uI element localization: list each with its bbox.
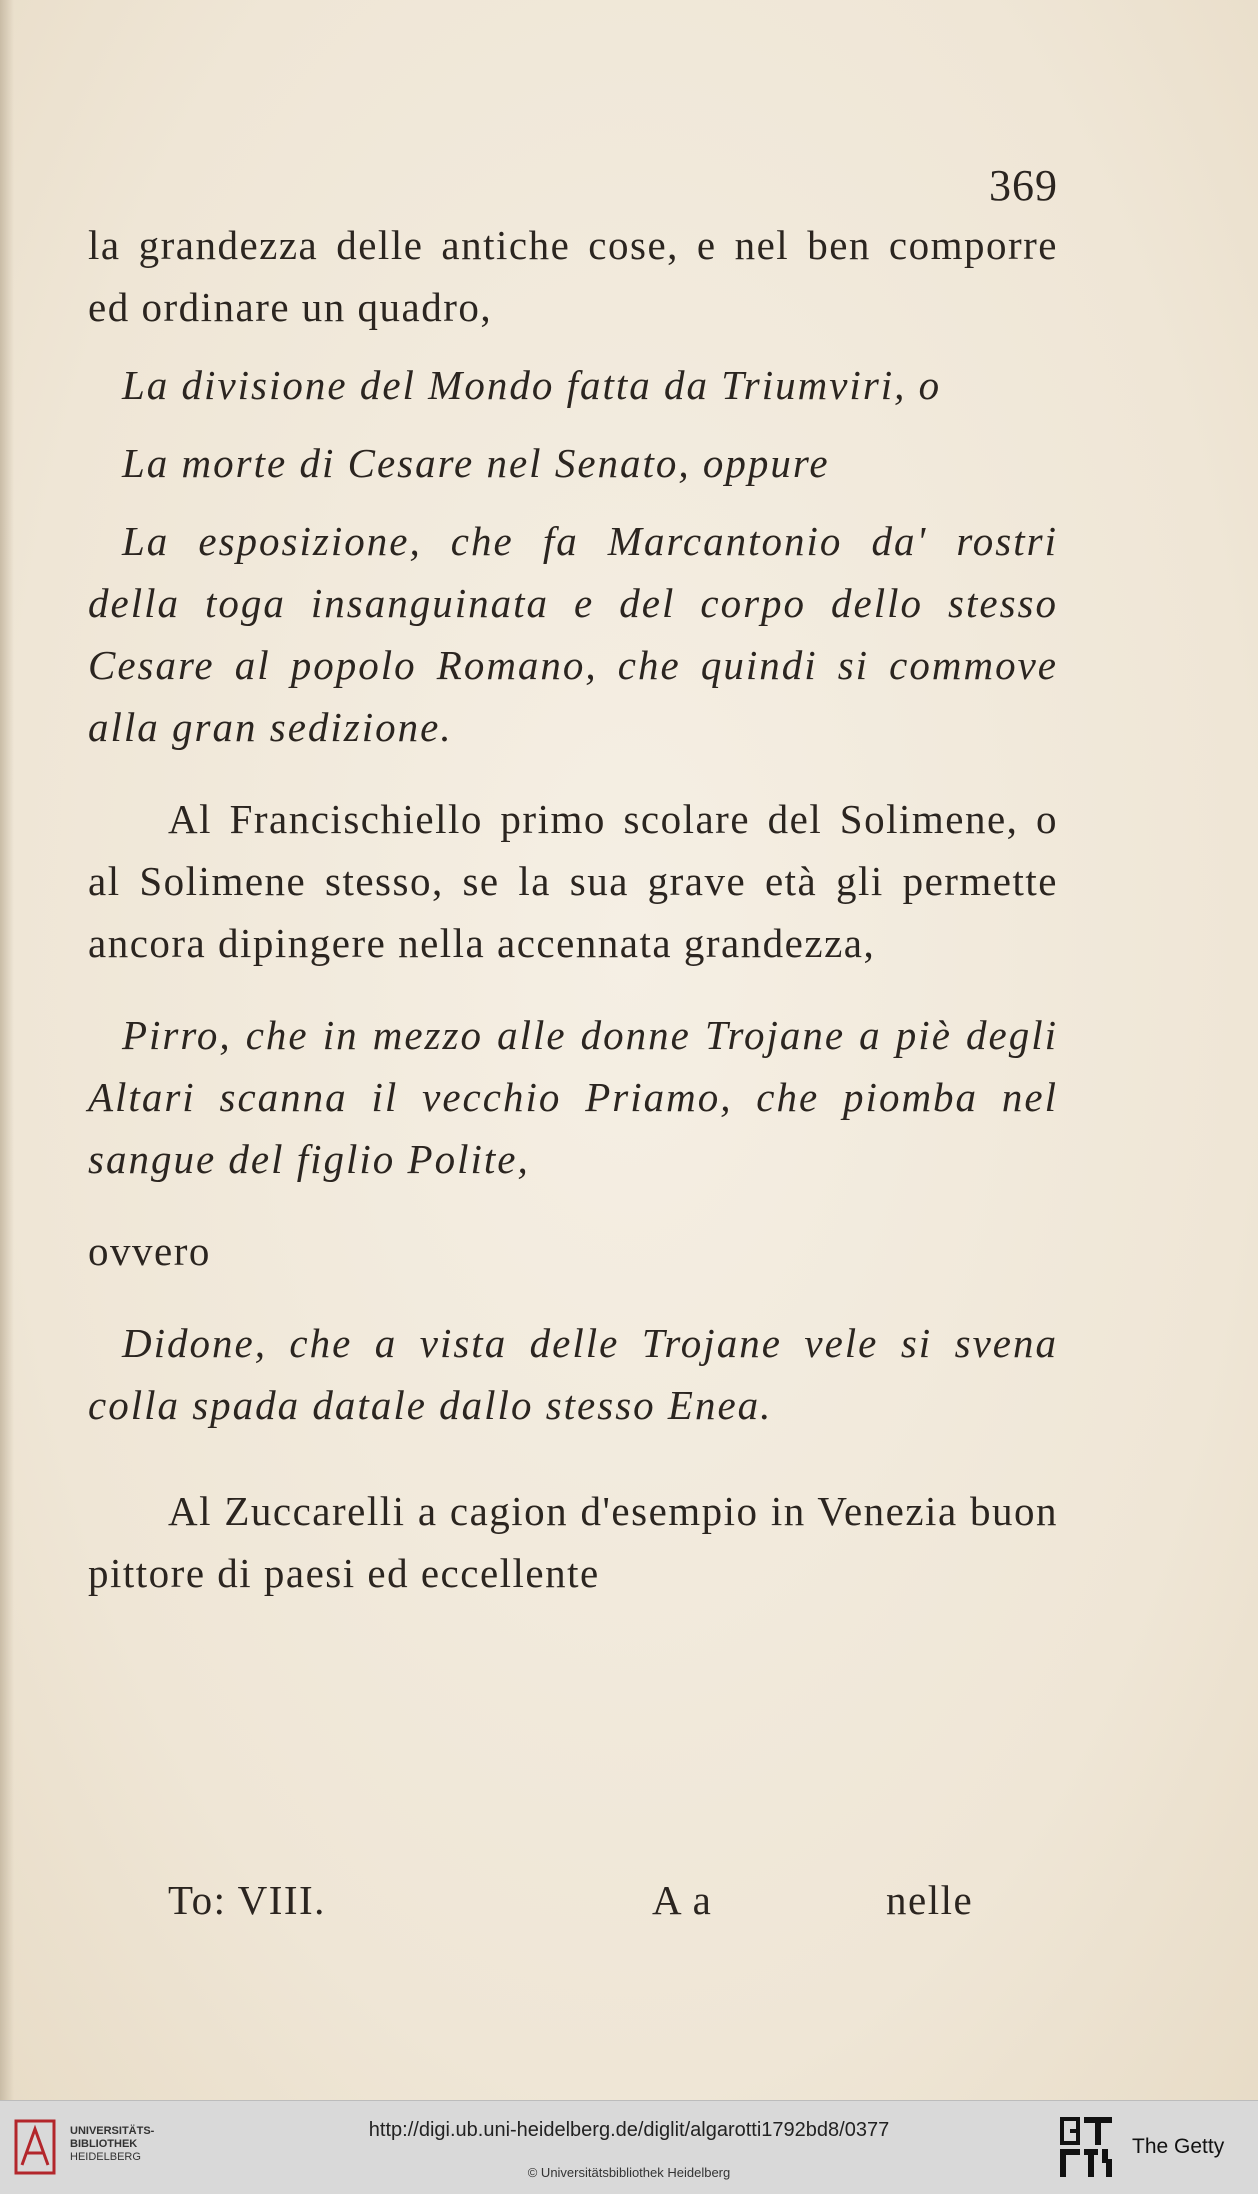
paragraph-1: la grandezza delle antiche cose, e nel ben comporre ed ordinare un quadro, — [88, 222, 1058, 330]
getty-logo-icon — [1058, 2115, 1116, 2179]
paragraph-6: Pirro, che in mezzo alle donne Trojane a piè degli Altari scanna il vecchio Priamo, che piomba nel sangue del figlio Polite, — [88, 1012, 1058, 1182]
page-number: 369 — [989, 161, 1058, 210]
paragraph-8: Didone, che a vista delle Trojane vele si svena colla spada datale dallo stesso Enea. — [88, 1320, 1058, 1428]
paragraph-3: La morte di Cesare nel Senato, oppure — [122, 440, 830, 486]
volume-signature: To: VIII. — [168, 1877, 326, 1923]
library-name-line-2: BIBLIOTHEK — [70, 2138, 138, 2150]
copyright-notice: © Universitätsbibliothek Heidelberg — [527, 2165, 731, 2180]
getty-sponsor-label: The Getty — [1132, 2135, 1225, 2158]
paragraph-4: La esposizione, che fa Marcantonio da' rostri della toga insanguinata e del corpo dello stesso Cesare al popolo Romano, che quindi si commove alla gran sedizione. — [88, 518, 1058, 750]
paragraph-9: Al Zuccarelli a cagion d'esempio in Venezia buon pittore di paesi ed eccellente — [88, 1488, 1058, 1596]
paragraph-7: ovvero — [88, 1228, 211, 1274]
permalink-url[interactable]: http://digi.ub.uni-heidelberg.de/diglit/algarotti1792bd8/0377 — [368, 2119, 890, 2141]
paragraph-5: Al Francischiello primo scolare del Solimene, o al Solimene stesso, se la sua grave età gli permette ancora dipingere nella accennata grandezza, — [88, 796, 1058, 966]
quire-mark: A a — [652, 1877, 713, 1923]
library-name-line-3: HEIDELBERG — [70, 2151, 141, 2163]
paragraph-2: La divisione del Mondo fatta da Triumviri, o — [122, 362, 942, 408]
library-name-line-1: UNIVERSITÄTS- — [70, 2125, 155, 2137]
catchword: nelle — [886, 1877, 974, 1923]
viewer-footer — [0, 2100, 1258, 2194]
page-gutter-shadow — [0, 0, 14, 2100]
page-body-text — [88, 214, 1058, 1604]
